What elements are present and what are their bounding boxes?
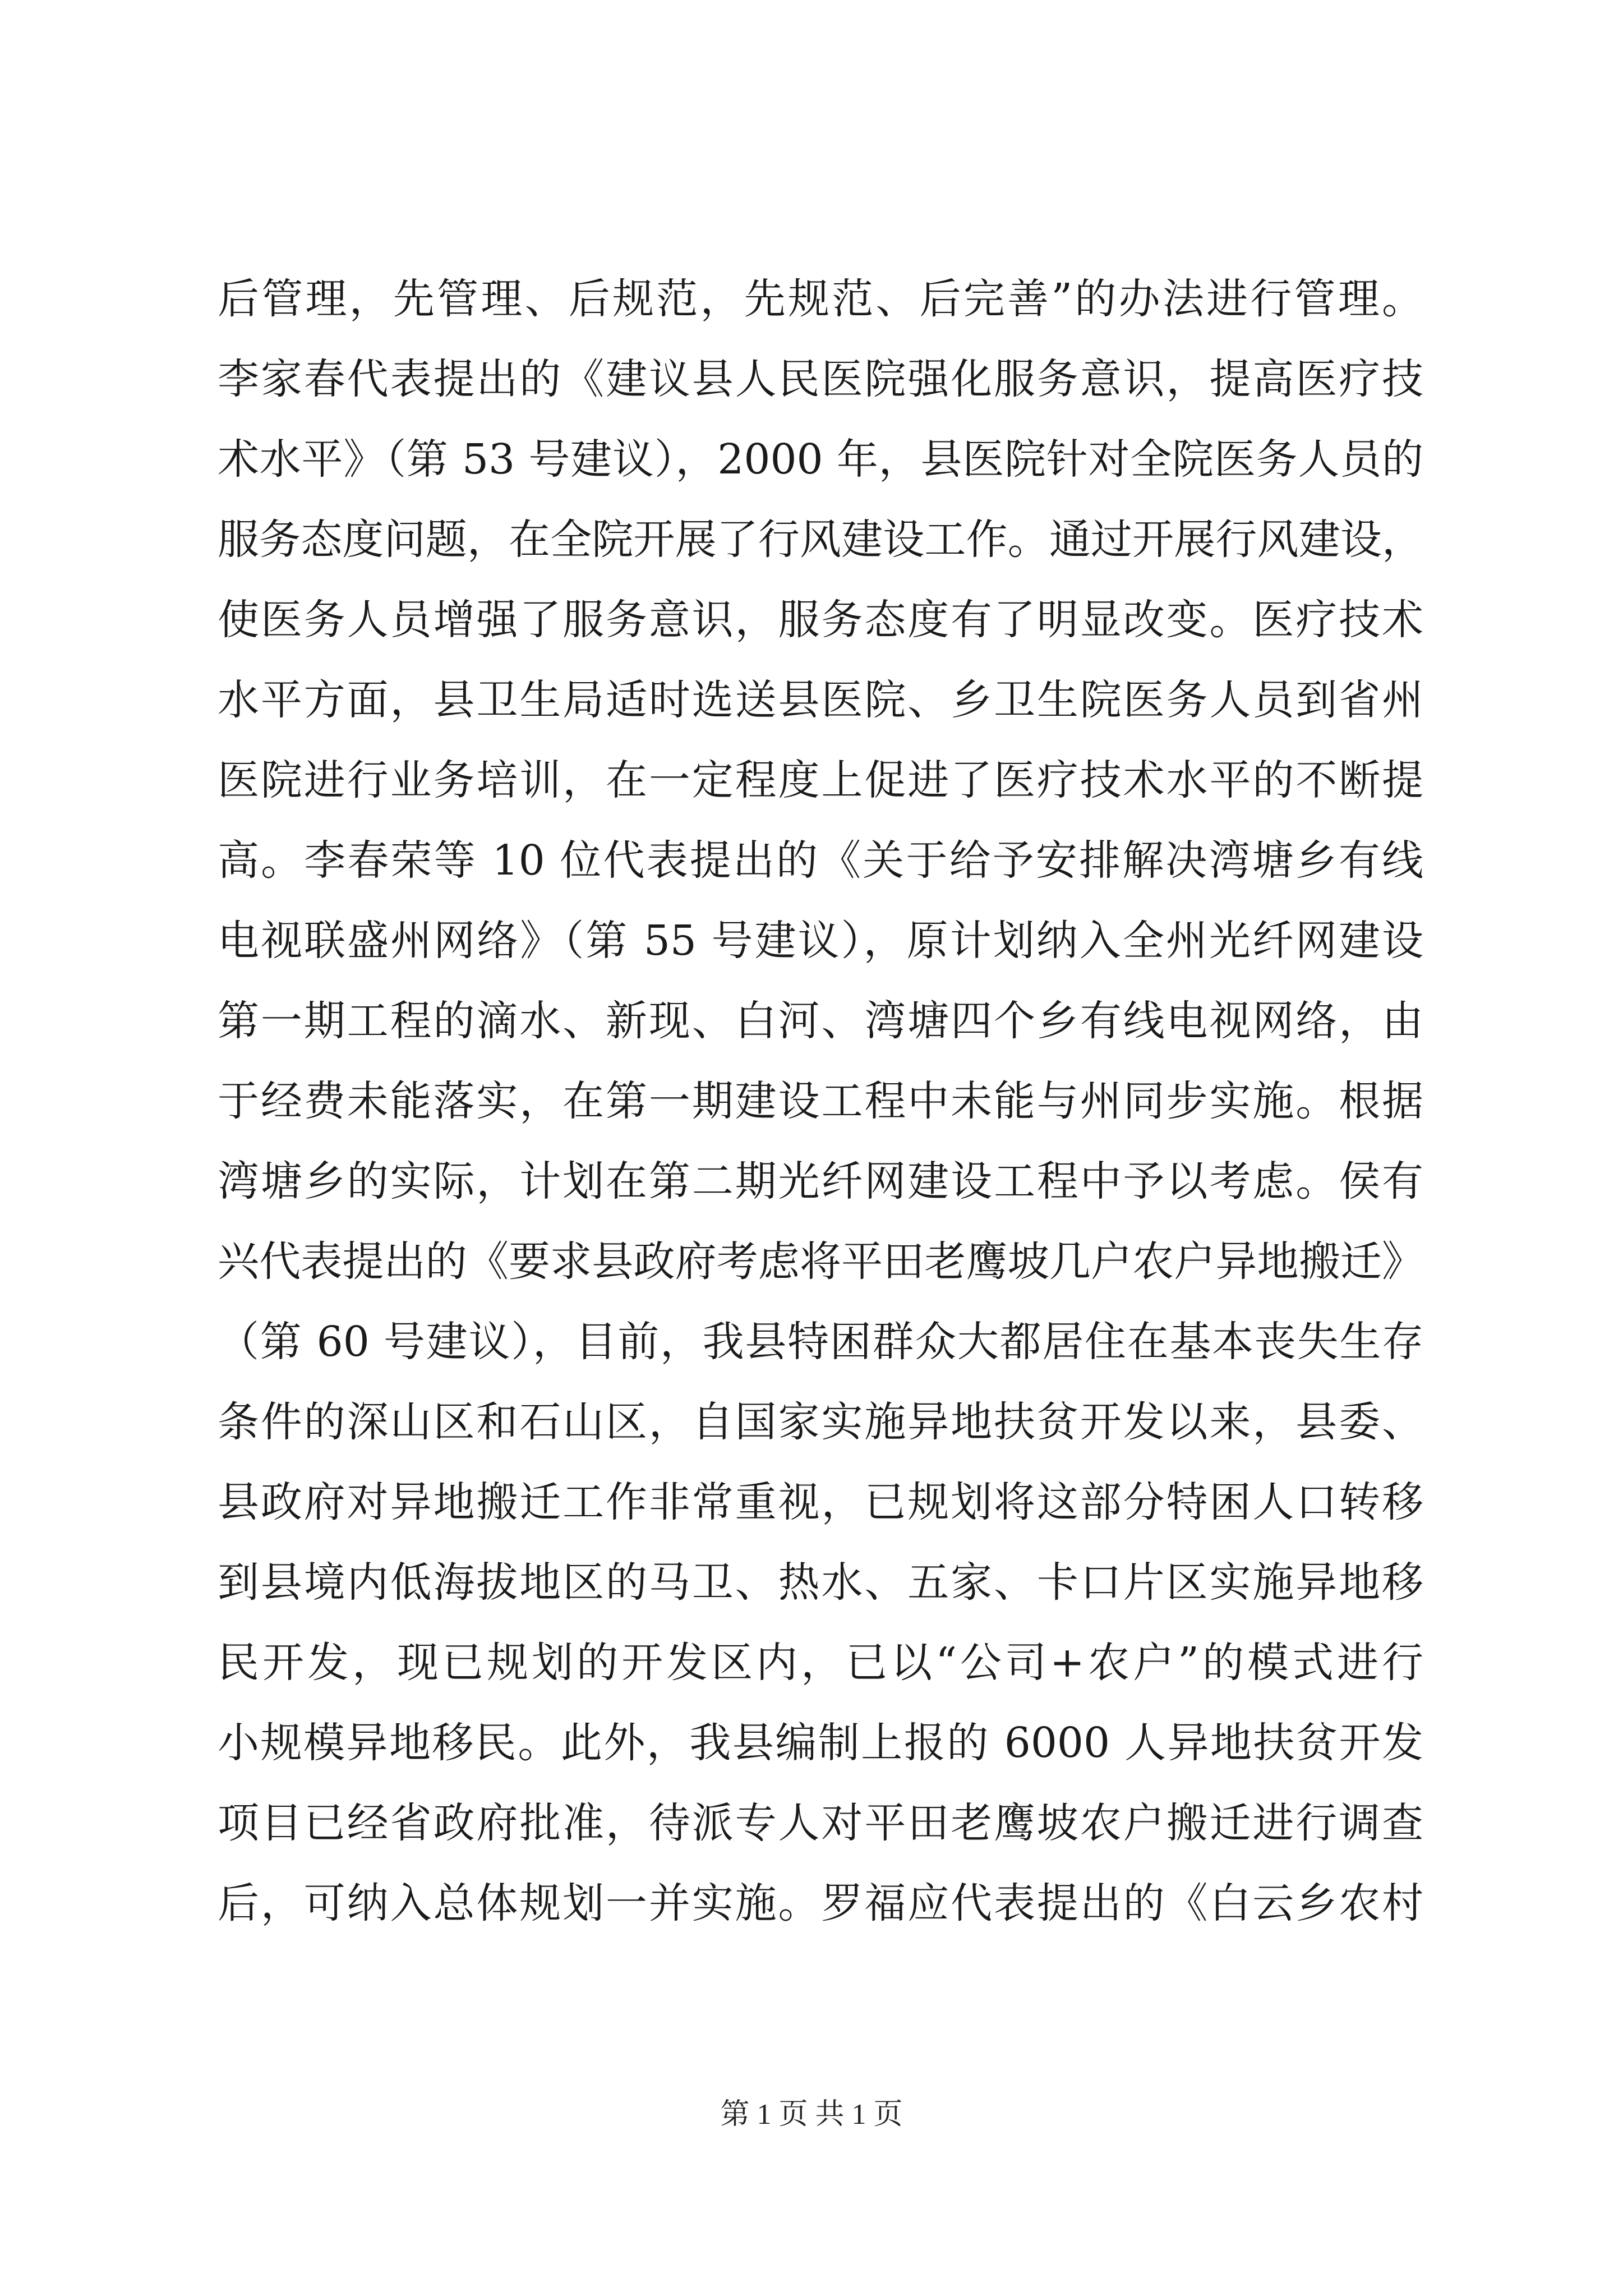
text-line: 条件的深山区和石山区，自国家实施异地扶贫开发以来，县委、 [218,1398,1423,1446]
page-number-footer: 第 1 页 共 1 页 [720,2099,903,2131]
text-line: 高。李春荣等 10 位代表提出的《关于给予安排解决湾塘乡有线 [218,836,1423,885]
text-line: 后，可纳入总体规划一并实施。罗福应代表提出的《白云乡农村 [218,1879,1423,1927]
text-line: 医院进行业务培训，在一定程度上促进了医疗技术水平的不断提 [218,756,1423,804]
text-line: 李家春代表提出的《建议县人民医院强化服务意识，提高医疗技 [218,355,1423,403]
text-line: 后管理，先管理、后规范，先规范、后完善”的办法进行管理。 [218,275,1423,323]
body-text [218,259,1423,1944]
text-line: 项目已经省政府批准，待派专人对平田老鹰坡农户搬迁进行调查 [218,1799,1423,1847]
text-line: 到县境内低海拔地区的马卫、热水、五家、卡口片区实施异地移 [218,1558,1423,1607]
text-line: 湾塘乡的实际，计划在第二期光纤网建设工程中予以考虑。侯有 [218,1157,1423,1205]
text-line: 使医务人员增强了服务意识，服务态度有了明显改变。医疗技术 [218,596,1423,644]
text-line: 电视联盛州网络》（第 55 号建议），原计划纳入全州光纤网建设 [218,917,1423,965]
text-line: 第一期工程的滴水、新现、白河、湾塘四个乡有线电视网络，由 [218,997,1423,1045]
text-line: 服务态度问题，在全院开展了行风建设工作。通过开展行风建设， [218,516,1423,564]
text-line: 兴代表提出的《要求县政府考虑将平田老鹰坡几户农户异地搬迁》 [218,1237,1423,1286]
text-line: 于经费未能落实，在第一期建设工程中未能与州同步实施。根据 [218,1077,1423,1125]
text-line: 小规模异地移民。此外，我县编制上报的 6000 人异地扶贫开发 [218,1719,1423,1767]
text-line: 水平方面，县卫生局适时选送县医院、乡卫生院医务人员到省州 [218,676,1423,724]
text-line: 术水平》（第 53 号建议），2000 年，县医院针对全院医务人员的 [218,435,1423,484]
text-line: 民开发，现已规划的开发区内，已以“公司+农户”的模式进行 [218,1639,1423,1687]
text-line: （第 60 号建议），目前，我县特困群众大都居住在基本丧失生存 [218,1318,1423,1366]
text-line: 县政府对异地搬迁工作非常重视，已规划将这部分特困人口转移 [218,1478,1423,1526]
